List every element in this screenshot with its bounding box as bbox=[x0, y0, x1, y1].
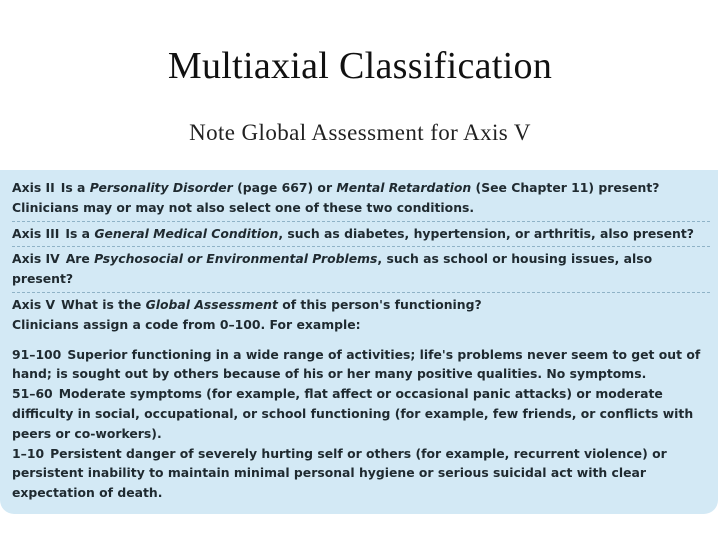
score-range: 51–60 bbox=[12, 386, 53, 402]
axis-ii-text-pre: Is a bbox=[60, 180, 90, 195]
axis-iii-term: General Medical Condition bbox=[94, 225, 279, 241]
axis-table-image bbox=[0, 170, 718, 514]
axis-iii-text-pre: Is a bbox=[65, 225, 95, 241]
axis-ii-term-retardation: Mental Retardation bbox=[336, 180, 472, 195]
axis-ii-term-personality: Personality Disorder bbox=[89, 180, 233, 195]
slide-subtitle: Note Global Assessment for Axis V bbox=[189, 120, 531, 145]
score-item-1-10 bbox=[12, 444, 710, 503]
axis-iv-term: Psychosocial or Environmental Problems bbox=[94, 251, 378, 267]
score-description: Moderate symptoms (for example, flat affect or occasional panic attacks) or moderate difficulty in social, occupational, or school functioning (for example, few friends, or conflicts with peers or co-workers). bbox=[12, 386, 694, 441]
axis-v-term: Global Assessment bbox=[145, 296, 278, 312]
axis-iv-text-post: , such as school or housing issues, also present? bbox=[12, 251, 653, 287]
axis-v-text-pre: What is the bbox=[61, 296, 146, 312]
score-description: Superior functioning in a wide range of activities; life's problems never seem to get out of hand; is sought out by others because of his or her many positive qualities. No symptoms. bbox=[12, 346, 701, 382]
slide-title: Multiaxial Classification bbox=[167, 45, 553, 87]
axis-iii-row bbox=[12, 222, 710, 248]
axis-ii-text-mid: (page 667) or bbox=[232, 180, 337, 195]
axis-ii-tag: Axis II bbox=[12, 180, 55, 195]
axis-v-text-post: of this person's functioning? bbox=[277, 296, 482, 312]
axis-iv-row bbox=[12, 247, 710, 293]
score-range: 91–100 bbox=[12, 346, 62, 362]
axis-iii-tag: Axis III bbox=[12, 225, 60, 241]
score-item-91-100 bbox=[12, 345, 710, 385]
score-item-51-60 bbox=[12, 384, 710, 443]
axis-iv-text-pre: Are bbox=[65, 251, 95, 267]
axis-iii-text-post: , such as diabetes, hypertension, or arthritis, also present? bbox=[278, 225, 694, 241]
axis-v-row bbox=[12, 293, 710, 506]
score-range: 1–10 bbox=[12, 445, 45, 461]
axis-iv-tag: Axis IV bbox=[12, 251, 60, 267]
axis-v-note: Clinicians assign a code from 0–100. For example: bbox=[12, 316, 361, 332]
axis-ii-note: Clinicians may or may not also select one of these two conditions. bbox=[12, 199, 475, 215]
axis-ii-text-post: (See Chapter 11) present? bbox=[471, 180, 660, 195]
score-description: Persistent danger of severely hurting self or others (for example, recurrent violence) or persistent inability to maintain minimal personal hygiene or serious suicidal act with clear expectation of death. bbox=[12, 445, 667, 501]
axis-ii-row bbox=[12, 176, 710, 222]
axis-v-tag: Axis V bbox=[12, 296, 56, 312]
score-examples bbox=[12, 345, 710, 503]
